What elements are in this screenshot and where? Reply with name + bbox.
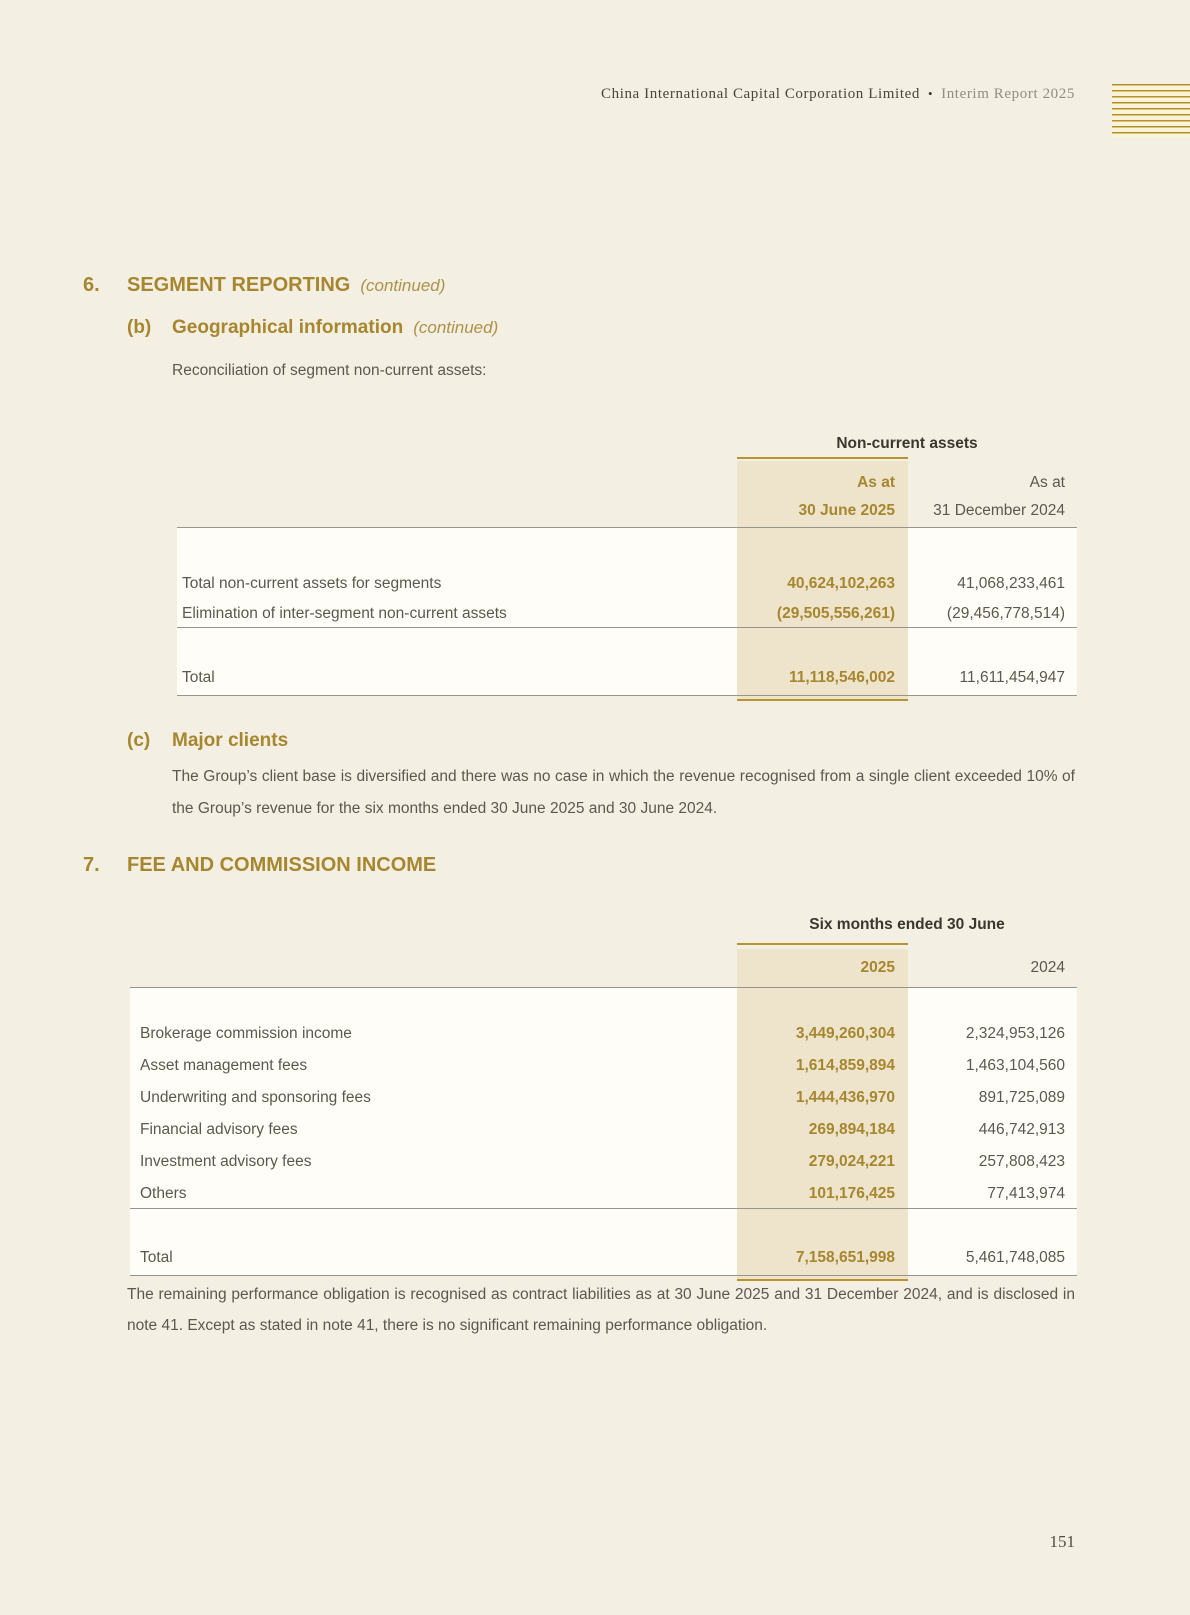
logo-lines-decoration	[1112, 84, 1190, 137]
column-header-2025: 2025	[860, 959, 895, 976]
table-row	[130, 1146, 1077, 1178]
table-rows	[130, 1018, 1077, 1210]
table-rule	[177, 695, 1077, 696]
value-2025: 7,158,651,998	[795, 1249, 895, 1266]
table-group-header: Non-current assets	[836, 435, 978, 452]
subsection-c-heading	[127, 727, 288, 755]
masthead	[601, 86, 1075, 103]
row-label: Total non-current assets for segments	[182, 575, 442, 592]
section-number: 7.	[83, 854, 100, 876]
column-header-2024: 2024	[1030, 959, 1065, 976]
row-label: Others	[140, 1185, 187, 1202]
major-clients-paragraph: The Group’s client base is diversified and there was no case in which the revenue recognised from a single client exceeded 10% of the Group’s revenue for the six months ended 30 June 2025 and 30 June 2024.	[172, 768, 1075, 817]
subsection-label: (b)	[127, 317, 152, 338]
row-label: Elimination of inter-segment non-current assets	[182, 605, 507, 622]
row-label: Underwriting and sponsoring fees	[140, 1089, 371, 1106]
gold-underline	[737, 457, 908, 459]
continued-label: (continued)	[360, 276, 446, 295]
table-rule	[130, 987, 1077, 988]
value-2025: 40,624,102,263	[787, 575, 895, 592]
table-row	[130, 1114, 1077, 1146]
value-2025: 11,118,546,002	[788, 669, 895, 686]
column-header-2025: As at 30 June 2025	[798, 474, 895, 519]
row-label: Total	[182, 669, 215, 686]
column-header-2024: As at 31 December 2024	[933, 474, 1065, 519]
value-2025: 279,024,221	[808, 1153, 895, 1170]
report-title: Interim Report 2025	[941, 86, 1075, 102]
value-2024: 5,461,748,085	[965, 1249, 1065, 1266]
table-row	[130, 1178, 1077, 1210]
value-2024: 77,413,974	[987, 1185, 1065, 1202]
subsection-b-heading	[127, 314, 498, 342]
table-rule	[177, 527, 1077, 528]
row-label: Total	[140, 1249, 173, 1266]
total-row	[177, 663, 1077, 693]
table-row	[177, 569, 1077, 599]
subsection-label: (c)	[127, 730, 151, 751]
subsection-title: Major clients	[172, 730, 289, 751]
table-row	[130, 1050, 1077, 1082]
value-2025: 101,176,425	[808, 1185, 895, 1202]
row-label: Asset management fees	[140, 1057, 308, 1074]
company-name: China International Capital Corporation Limited	[600, 86, 920, 102]
table-rule	[130, 1275, 1077, 1276]
remaining-obligation-note: The remaining performance obligation is recognised as contract liabilities as at 30 June 2025 and 31 December 2024, and is disclosed in note 41. Except as stated in note 41, there is no significant remaining performance obligation.	[127, 1286, 1075, 1334]
row-label: Investment advisory fees	[140, 1153, 312, 1170]
reconciliation-intro: Reconciliation of segment non-current assets:	[172, 362, 487, 379]
value-2024: 257,808,423	[978, 1153, 1065, 1170]
continued-label: (continued)	[413, 318, 499, 337]
section-title: FEE AND COMMISSION INCOME	[127, 854, 437, 876]
page-number: 151	[1049, 1532, 1075, 1551]
value-2025: 1,444,436,970	[795, 1089, 895, 1106]
table-row	[130, 1018, 1077, 1050]
value-2024: 11,611,454,947	[959, 669, 1065, 686]
subsection-title: Geographical information	[172, 317, 404, 338]
value-2024: (29,456,778,514)	[946, 605, 1065, 622]
bullet-separator: •	[927, 86, 934, 101]
section-7-heading	[83, 851, 436, 879]
table-row	[130, 1082, 1077, 1114]
table-group-header: Six months ended 30 June	[809, 916, 1005, 933]
section-title: SEGMENT REPORTING	[127, 274, 351, 296]
gold-underline	[737, 943, 908, 945]
value-2025: 269,894,184	[808, 1121, 895, 1138]
fee-commission-income-table	[130, 898, 1077, 1286]
section-number: 6.	[83, 274, 100, 296]
value-2024: 2,324,953,126	[965, 1025, 1065, 1042]
value-2025: (29,505,556,261)	[776, 605, 895, 622]
non-current-assets-table	[177, 425, 1077, 705]
table-rows	[177, 569, 1077, 629]
value-2024: 1,463,104,560	[965, 1057, 1065, 1074]
value-2024: 41,068,233,461	[957, 575, 1065, 592]
section-6-heading	[83, 271, 445, 300]
value-2025: 1,614,859,894	[795, 1057, 895, 1074]
value-2024: 446,742,913	[978, 1121, 1065, 1138]
total-row	[130, 1242, 1077, 1274]
row-label: Financial advisory fees	[140, 1121, 298, 1138]
row-label: Brokerage commission income	[140, 1025, 352, 1042]
value-2025: 3,449,260,304	[795, 1025, 895, 1042]
value-2024: 891,725,089	[978, 1089, 1065, 1106]
table-row	[177, 599, 1077, 629]
